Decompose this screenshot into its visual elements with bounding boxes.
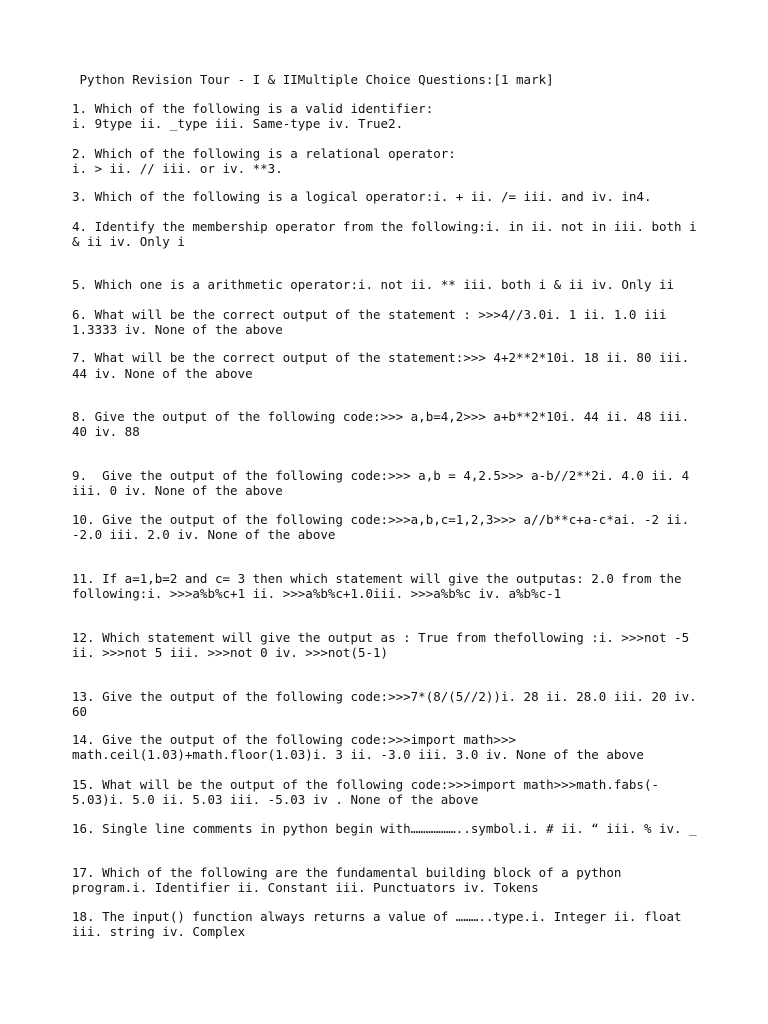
question-options: program.i. Identifier ii. Constant iii. Punctuators iv. Tokens bbox=[72, 880, 539, 895]
question-options: iii. string iv. Complex bbox=[72, 924, 246, 939]
question-text: 14. Give the output of the following code:>>>import math>>> bbox=[72, 732, 517, 747]
question-options: i. > ii. // iii. or iv. **3. bbox=[72, 161, 283, 176]
question-options: i. 9type ii. _type iii. Same-type iv. True2. bbox=[72, 116, 404, 131]
question-text: 13. Give the output of the following code:>>>7*(8/(5//2))i. 28 ii. 28.0 iii. 20 iv. bbox=[72, 689, 697, 704]
question-options: -2.0 iii. 2.0 iv. None of the above bbox=[72, 527, 336, 542]
question-text: 7. What will be the correct output of the statement:>>> 4+2**2*10i. 18 ii. 80 iii. bbox=[72, 350, 690, 365]
question-options: 60 bbox=[72, 704, 88, 719]
question-text: 4. Identify the membership operator from the following:i. in ii. not in iii. both i bbox=[72, 219, 697, 234]
question-options: 1.3333 iv. None of the above bbox=[72, 322, 283, 337]
question-options: 40 iv. 88 bbox=[72, 424, 140, 439]
question-text: 3. Which of the following is a logical operator:i. + ii. /= iii. and iv. in4. bbox=[72, 189, 652, 204]
question-text: 2. Which of the following is a relational operator: bbox=[72, 146, 456, 161]
question-text: 8. Give the output of the following code:>>> a,b=4,2>>> a+b**2*10i. 44 ii. 48 iii. bbox=[72, 409, 690, 424]
question-text: 16. Single line comments in python begin with………………..symbol.i. # ii. “ iii. % iv. _ bbox=[72, 821, 697, 836]
question-text: 17. Which of the following are the fundamental building block of a python bbox=[72, 865, 622, 880]
question-text: 9. Give the output of the following code:>>> a,b = 4,2.5>>> a-b//2**2i. 4.0 ii. 4 bbox=[72, 468, 690, 483]
question-options: ii. >>>not 5 iii. >>>not 0 iv. >>>not(5-1) bbox=[72, 645, 389, 660]
question-text: 11. If a=1,b=2 and c= 3 then which statement will give the outputas: 2.0 from the bbox=[72, 571, 682, 586]
question-options: 5.03)i. 5.0 ii. 5.03 iii. -5.03 iv . None of the above bbox=[72, 792, 479, 807]
document-title: Python Revision Tour - I & IIMultiple Choice Questions:[1 mark] bbox=[72, 72, 554, 87]
question-text: 12. Which statement will give the output as : True from thefollowing :i. >>>not -5 bbox=[72, 630, 690, 645]
question-text: 10. Give the output of the following code:>>>a,b,c=1,2,3>>> a//b**c+a-c*ai. -2 ii. bbox=[72, 512, 690, 527]
question-text: 5. Which one is a arithmetic operator:i. not ii. ** iii. both i & ii iv. Only ii bbox=[72, 277, 675, 292]
question-text: 1. Which of the following is a valid identifier: bbox=[72, 101, 434, 116]
question-options: math.ceil(1.03)+math.floor(1.03)i. 3 ii. -3.0 iii. 3.0 iv. None of the above bbox=[72, 747, 644, 762]
question-options: iii. 0 iv. None of the above bbox=[72, 483, 283, 498]
question-options: 44 iv. None of the above bbox=[72, 366, 253, 381]
question-text: 6. What will be the correct output of the statement : >>>4//3.0i. 1 ii. 1.0 iii bbox=[72, 307, 667, 322]
question-options: & ii iv. Only i bbox=[72, 234, 185, 249]
question-text: 18. The input() function always returns a value of ………..type.i. Integer ii. float bbox=[72, 909, 682, 924]
question-text: 15. What will be the output of the following code:>>>import math>>>math.fabs(- bbox=[72, 777, 659, 792]
question-options: following:i. >>>a%b%c+1 ii. >>>a%b%c+1.0iii. >>>a%b%c iv. a%b%c-1 bbox=[72, 586, 562, 601]
